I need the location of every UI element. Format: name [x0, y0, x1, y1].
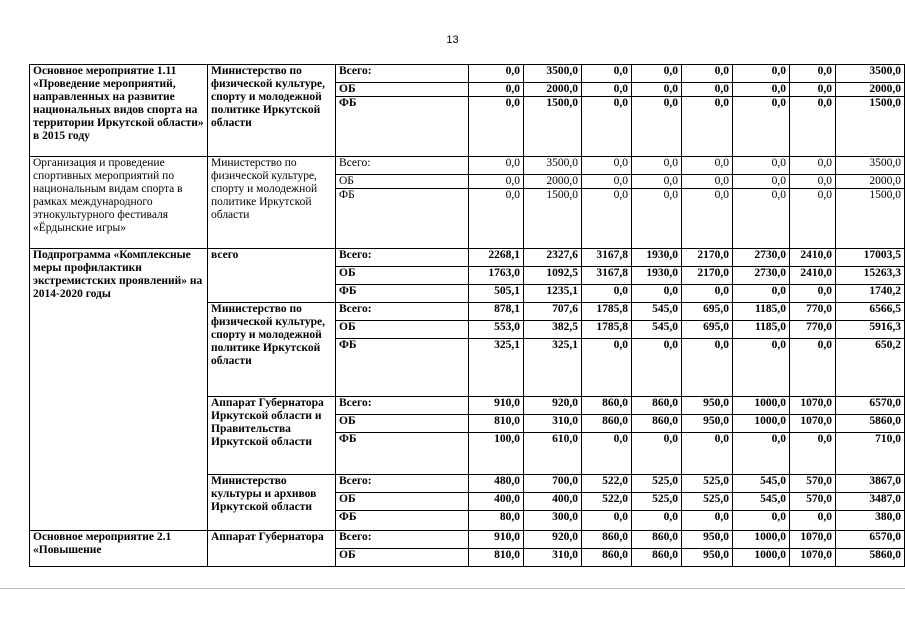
table-body: [30, 65, 905, 567]
year-amount-cell: 3167,8: [582, 249, 632, 267]
year-amount-cell: 1785,8: [582, 303, 632, 321]
activity-title-cell: Основное мероприятие 1.11 «Проведение мероприятий, направленных на развитие национальных видов спорта на территории Иркутской области» в 2015 году: [30, 65, 208, 157]
year-amount-cell: 810,0: [469, 415, 524, 433]
total-amount-cell: 2000,0: [836, 175, 905, 189]
year-amount-cell: 2327,6: [524, 249, 582, 267]
year-amount-cell: 0,0: [469, 97, 524, 157]
page-bottom-rule: [0, 588, 905, 589]
year-amount-cell: 910,0: [469, 531, 524, 549]
year-amount-cell: 1930,0: [632, 267, 682, 285]
executor-cell: Министерство по физической культуре, спорту и молодежной политике Иркутской области: [208, 157, 336, 249]
funding-source-cell: ФБ: [336, 189, 469, 249]
year-amount-cell: 2000,0: [524, 83, 582, 97]
funding-source-cell: ОБ: [336, 83, 469, 97]
total-amount-cell: 710,0: [836, 433, 905, 475]
year-amount-cell: 0,0: [582, 285, 632, 303]
year-amount-cell: 707,6: [524, 303, 582, 321]
year-amount-cell: 0,0: [733, 97, 790, 157]
year-amount-cell: 1930,0: [632, 249, 682, 267]
year-amount-cell: 1235,1: [524, 285, 582, 303]
funding-source-cell: ФБ: [336, 97, 469, 157]
year-amount-cell: 0,0: [733, 433, 790, 475]
funding-source-cell: ФБ: [336, 433, 469, 475]
year-amount-cell: 0,0: [632, 65, 682, 83]
total-amount-cell: 17003,5: [836, 249, 905, 267]
year-amount-cell: 0,0: [632, 285, 682, 303]
total-amount-cell: 650,2: [836, 339, 905, 397]
activity-title-cell: Организация и проведение спортивных мероприятий по национальным видам спорта в рамках международного этнокультурного фестиваля «Ёрдынские игры»: [30, 157, 208, 249]
year-amount-cell: 0,0: [469, 83, 524, 97]
year-amount-cell: 525,0: [632, 475, 682, 493]
year-amount-cell: 0,0: [790, 65, 836, 83]
total-amount-cell: 5916,3: [836, 321, 905, 339]
year-amount-cell: 325,1: [469, 339, 524, 397]
year-amount-cell: 0,0: [682, 175, 733, 189]
year-amount-cell: 0,0: [733, 175, 790, 189]
year-amount-cell: 0,0: [632, 97, 682, 157]
table-row: [30, 531, 905, 549]
year-amount-cell: 0,0: [733, 189, 790, 249]
funding-source-cell: Всего:: [336, 157, 469, 175]
total-amount-cell: 380,0: [836, 511, 905, 531]
year-amount-cell: 0,0: [682, 65, 733, 83]
total-amount-cell: 3500,0: [836, 157, 905, 175]
funding-source-cell: ОБ: [336, 267, 469, 285]
year-amount-cell: 553,0: [469, 321, 524, 339]
year-amount-cell: 950,0: [682, 415, 733, 433]
year-amount-cell: 2410,0: [790, 249, 836, 267]
year-amount-cell: 0,0: [733, 157, 790, 175]
funding-source-cell: Всего:: [336, 303, 469, 321]
activity-title-cell: Основное мероприятие 2.1 «Повышение: [30, 531, 208, 567]
year-amount-cell: 0,0: [733, 511, 790, 531]
year-amount-cell: 0,0: [582, 65, 632, 83]
year-amount-cell: 860,0: [632, 531, 682, 549]
year-amount-cell: 0,0: [790, 97, 836, 157]
year-amount-cell: 0,0: [469, 157, 524, 175]
year-amount-cell: 1500,0: [524, 97, 582, 157]
executor-cell: Министерство по физической культуре, спорту и молодежной политике Иркутской области: [208, 65, 336, 157]
total-amount-cell: 6570,0: [836, 397, 905, 415]
year-amount-cell: 1763,0: [469, 267, 524, 285]
year-amount-cell: 810,0: [469, 549, 524, 567]
year-amount-cell: 0,0: [733, 285, 790, 303]
total-amount-cell: 5860,0: [836, 549, 905, 567]
year-amount-cell: 2170,0: [682, 249, 733, 267]
year-amount-cell: 1070,0: [790, 531, 836, 549]
year-amount-cell: 0,0: [582, 189, 632, 249]
year-amount-cell: 0,0: [682, 511, 733, 531]
year-amount-cell: 860,0: [582, 415, 632, 433]
funding-source-cell: ОБ: [336, 321, 469, 339]
year-amount-cell: 0,0: [582, 97, 632, 157]
year-amount-cell: 400,0: [469, 493, 524, 511]
executor-cell: всего: [208, 249, 336, 303]
year-amount-cell: 2730,0: [733, 249, 790, 267]
year-amount-cell: 0,0: [733, 65, 790, 83]
year-amount-cell: 770,0: [790, 303, 836, 321]
year-amount-cell: 310,0: [524, 549, 582, 567]
page-number: 13: [446, 34, 459, 46]
total-amount-cell: 3500,0: [836, 65, 905, 83]
year-amount-cell: 1185,0: [733, 321, 790, 339]
executor-cell: Аппарат Губернатора Иркутской области и Правительства Иркутской области: [208, 397, 336, 475]
funding-source-cell: Всего:: [336, 531, 469, 549]
year-amount-cell: 545,0: [733, 493, 790, 511]
total-amount-cell: 15263,3: [836, 267, 905, 285]
year-amount-cell: 860,0: [632, 397, 682, 415]
year-amount-cell: 920,0: [524, 397, 582, 415]
year-amount-cell: 0,0: [469, 175, 524, 189]
year-amount-cell: 0,0: [790, 83, 836, 97]
year-amount-cell: 700,0: [524, 475, 582, 493]
year-amount-cell: 3500,0: [524, 65, 582, 83]
year-amount-cell: 3500,0: [524, 157, 582, 175]
executor-cell: Аппарат Губернатора: [208, 531, 336, 567]
year-amount-cell: 0,0: [682, 157, 733, 175]
year-amount-cell: 0,0: [682, 339, 733, 397]
total-amount-cell: 2000,0: [836, 83, 905, 97]
executor-cell: Министерство по физической культуре, спорту и молодежной политике Иркутской области: [208, 303, 336, 397]
year-amount-cell: 0,0: [632, 157, 682, 175]
year-amount-cell: 0,0: [632, 189, 682, 249]
funding-source-cell: Всего:: [336, 475, 469, 493]
activity-title-cell: Подпрограмма «Комплексные меры профилактики экстремистских проявлений» на 2014-2020 годы: [30, 249, 208, 531]
year-amount-cell: 0,0: [469, 189, 524, 249]
year-amount-cell: 2000,0: [524, 175, 582, 189]
year-amount-cell: 0,0: [582, 511, 632, 531]
total-amount-cell: 1740,2: [836, 285, 905, 303]
total-amount-cell: 5860,0: [836, 415, 905, 433]
year-amount-cell: 1092,5: [524, 267, 582, 285]
year-amount-cell: 2730,0: [733, 267, 790, 285]
year-amount-cell: 525,0: [682, 493, 733, 511]
year-amount-cell: 1000,0: [733, 531, 790, 549]
table-row: [30, 249, 905, 267]
funding-source-cell: ОБ: [336, 549, 469, 567]
funding-source-cell: Всего:: [336, 65, 469, 83]
year-amount-cell: 0,0: [790, 285, 836, 303]
total-amount-cell: 3867,0: [836, 475, 905, 493]
year-amount-cell: 0,0: [790, 175, 836, 189]
year-amount-cell: 0,0: [632, 175, 682, 189]
year-amount-cell: 0,0: [632, 83, 682, 97]
year-amount-cell: 770,0: [790, 321, 836, 339]
year-amount-cell: 522,0: [582, 493, 632, 511]
year-amount-cell: 0,0: [733, 83, 790, 97]
year-amount-cell: 525,0: [682, 475, 733, 493]
financing-table: [29, 64, 905, 567]
year-amount-cell: 2410,0: [790, 267, 836, 285]
year-amount-cell: 0,0: [582, 175, 632, 189]
year-amount-cell: 0,0: [733, 339, 790, 397]
total-amount-cell: 3487,0: [836, 493, 905, 511]
year-amount-cell: 382,5: [524, 321, 582, 339]
year-amount-cell: 1070,0: [790, 549, 836, 567]
year-amount-cell: 545,0: [632, 321, 682, 339]
funding-source-cell: ФБ: [336, 339, 469, 397]
year-amount-cell: 0,0: [790, 339, 836, 397]
year-amount-cell: 1185,0: [733, 303, 790, 321]
year-amount-cell: 2170,0: [682, 267, 733, 285]
year-amount-cell: 920,0: [524, 531, 582, 549]
year-amount-cell: 950,0: [682, 397, 733, 415]
year-amount-cell: 2268,1: [469, 249, 524, 267]
funding-source-cell: ОБ: [336, 175, 469, 189]
year-amount-cell: 100,0: [469, 433, 524, 475]
year-amount-cell: 1070,0: [790, 415, 836, 433]
year-amount-cell: 0,0: [632, 339, 682, 397]
year-amount-cell: 480,0: [469, 475, 524, 493]
year-amount-cell: 0,0: [682, 189, 733, 249]
year-amount-cell: 1000,0: [733, 397, 790, 415]
year-amount-cell: 695,0: [682, 321, 733, 339]
year-amount-cell: 545,0: [733, 475, 790, 493]
year-amount-cell: 910,0: [469, 397, 524, 415]
year-amount-cell: 0,0: [682, 83, 733, 97]
year-amount-cell: 0,0: [790, 157, 836, 175]
year-amount-cell: 525,0: [632, 493, 682, 511]
year-amount-cell: 1785,8: [582, 321, 632, 339]
funding-source-cell: ОБ: [336, 493, 469, 511]
table-row: [30, 157, 905, 175]
executor-cell: Министерство культуры и архивов Иркутской области: [208, 475, 336, 531]
year-amount-cell: 0,0: [790, 511, 836, 531]
year-amount-cell: 80,0: [469, 511, 524, 531]
funding-source-cell: ФБ: [336, 285, 469, 303]
year-amount-cell: 0,0: [632, 433, 682, 475]
year-amount-cell: 695,0: [682, 303, 733, 321]
year-amount-cell: 878,1: [469, 303, 524, 321]
year-amount-cell: 860,0: [582, 531, 632, 549]
year-amount-cell: 860,0: [582, 397, 632, 415]
year-amount-cell: 505,1: [469, 285, 524, 303]
year-amount-cell: 0,0: [790, 433, 836, 475]
year-amount-cell: 310,0: [524, 415, 582, 433]
year-amount-cell: 522,0: [582, 475, 632, 493]
total-amount-cell: 6566,5: [836, 303, 905, 321]
year-amount-cell: 0,0: [790, 189, 836, 249]
year-amount-cell: 570,0: [790, 493, 836, 511]
year-amount-cell: 0,0: [582, 83, 632, 97]
year-amount-cell: 0,0: [582, 339, 632, 397]
year-amount-cell: 325,1: [524, 339, 582, 397]
year-amount-cell: 0,0: [682, 285, 733, 303]
total-amount-cell: 1500,0: [836, 97, 905, 157]
year-amount-cell: 570,0: [790, 475, 836, 493]
year-amount-cell: 400,0: [524, 493, 582, 511]
table-row: [30, 65, 905, 83]
year-amount-cell: 950,0: [682, 549, 733, 567]
year-amount-cell: 610,0: [524, 433, 582, 475]
year-amount-cell: 1070,0: [790, 397, 836, 415]
year-amount-cell: 0,0: [469, 65, 524, 83]
year-amount-cell: 300,0: [524, 511, 582, 531]
year-amount-cell: 0,0: [632, 511, 682, 531]
year-amount-cell: 860,0: [632, 415, 682, 433]
year-amount-cell: 0,0: [682, 433, 733, 475]
year-amount-cell: 1000,0: [733, 415, 790, 433]
year-amount-cell: 950,0: [682, 531, 733, 549]
funding-source-cell: Всего:: [336, 249, 469, 267]
year-amount-cell: 1500,0: [524, 189, 582, 249]
total-amount-cell: 1500,0: [836, 189, 905, 249]
funding-source-cell: ФБ: [336, 511, 469, 531]
year-amount-cell: 0,0: [682, 97, 733, 157]
funding-source-cell: Всего:: [336, 397, 469, 415]
year-amount-cell: 860,0: [632, 549, 682, 567]
total-amount-cell: 6570,0: [836, 531, 905, 549]
year-amount-cell: 860,0: [582, 549, 632, 567]
year-amount-cell: 0,0: [582, 433, 632, 475]
funding-source-cell: ОБ: [336, 415, 469, 433]
year-amount-cell: 0,0: [582, 157, 632, 175]
year-amount-cell: 545,0: [632, 303, 682, 321]
year-amount-cell: 1000,0: [733, 549, 790, 567]
year-amount-cell: 3167,8: [582, 267, 632, 285]
